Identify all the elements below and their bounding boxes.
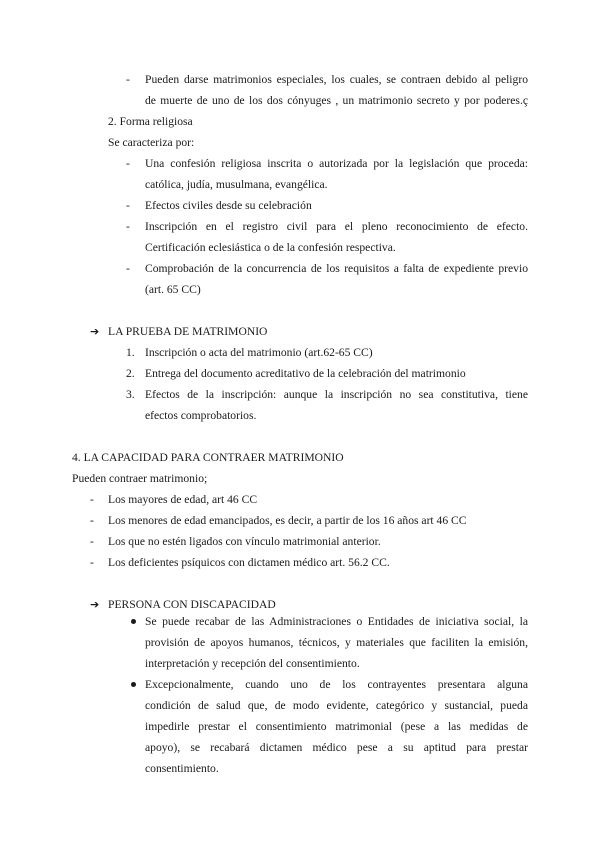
list-item-line: Se puede recabar de las Administraciones o Entidades de iniciativa social, la <box>145 615 528 628</box>
dash-bullet: - <box>126 73 130 86</box>
list-item-line: impedirle prestar el consentimiento matrimonial (pese a las medidas de <box>145 720 528 733</box>
section-heading: PERSONA CON DISCAPACIDAD <box>108 598 276 611</box>
dash-bullet: - <box>90 493 94 506</box>
list-item-line: católica, judía, musulmana, evangélica. <box>145 178 328 191</box>
list-item-line: Entrega del documento acreditativo de la celebración del matrimonio <box>145 367 466 380</box>
section-heading: 2. Forma religiosa <box>108 115 193 128</box>
dash-bullet: - <box>126 157 130 170</box>
list-item-line: Los deficientes psíquicos con dictamen médico art. 56.2 CC. <box>108 556 390 569</box>
list-item-line: Inscripción en el registro civil para el pleno reconocimiento de efecto. <box>145 220 528 233</box>
arrow-icon: ➔ <box>90 325 100 338</box>
list-item-line: consentimiento. <box>145 762 219 775</box>
section-heading: 4. LA CAPACIDAD PARA CONTRAER MATRIMONIO <box>72 451 344 464</box>
list-item-line: Los mayores de edad, art 46 CC <box>108 493 258 506</box>
bullet-dot-icon <box>131 682 136 687</box>
paragraph-line: Pueden darse matrimonios especiales, los cuales, se contraen debido al peligro <box>145 73 528 86</box>
list-item-line: Excepcionalmente, cuando uno de los contrayentes presentara alguna <box>145 678 528 691</box>
section-heading: LA PRUEBA DE MATRIMONIO <box>108 325 268 338</box>
list-item-line: condición de salud que, de modo evidente, categórico y sustancial, pueda <box>145 699 528 712</box>
dash-bullet: - <box>90 514 94 527</box>
list-number: 3. <box>126 388 135 401</box>
bullet-dot-icon <box>131 619 136 624</box>
dash-bullet: - <box>126 199 130 212</box>
dash-bullet: - <box>126 220 130 233</box>
list-item-line: Los que no estén ligados con vínculo matrimonial anterior. <box>108 535 381 548</box>
dash-bullet: - <box>90 535 94 548</box>
list-number: 1. <box>126 346 135 359</box>
list-item-line: interpretación y recepción del consentimiento. <box>145 657 360 670</box>
dash-bullet: - <box>126 262 130 275</box>
arrow-icon: ➔ <box>90 598 100 611</box>
list-item-line: Una confesión religiosa inscrita o autorizada por la legislación que proceda: <box>145 157 528 170</box>
list-item-line: Efectos civiles desde su celebración <box>145 199 312 212</box>
list-item-line: (art. 65 CC) <box>145 283 201 296</box>
list-item-line: Inscripción o acta del matrimonio (art.62-65 CC) <box>145 346 373 359</box>
list-item-line: Certificación eclesiástica o de la confesión respectiva. <box>145 241 396 254</box>
list-item-line: provisión de apoyos humanos, técnicos, y materiales que faciliten la emisión, <box>145 636 528 649</box>
section-intro: Se caracteriza por: <box>108 136 195 149</box>
list-item-line: efectos comprobatorios. <box>145 409 257 422</box>
dash-bullet: - <box>90 556 94 569</box>
list-number: 2. <box>126 367 135 380</box>
list-item-line: Efectos de la inscripción: aunque la inscripción no sea constitutiva, tiene <box>145 388 528 401</box>
list-item-line: Los menores de edad emancipados, es decir, a partir de los 16 años art 46 CC <box>108 514 467 527</box>
list-item-line: Comprobación de la concurrencia de los requisitos a falta de expediente previo <box>145 262 528 275</box>
list-item-line: apoyo), se recabará dictamen médico pese a su aptitud para prestar <box>145 741 528 754</box>
paragraph-line: de muerte de uno de los dos cónyuges , un matrimonio secreto y por poderes.ç <box>145 94 528 107</box>
section-intro: Pueden contraer matrimonio; <box>72 472 208 485</box>
